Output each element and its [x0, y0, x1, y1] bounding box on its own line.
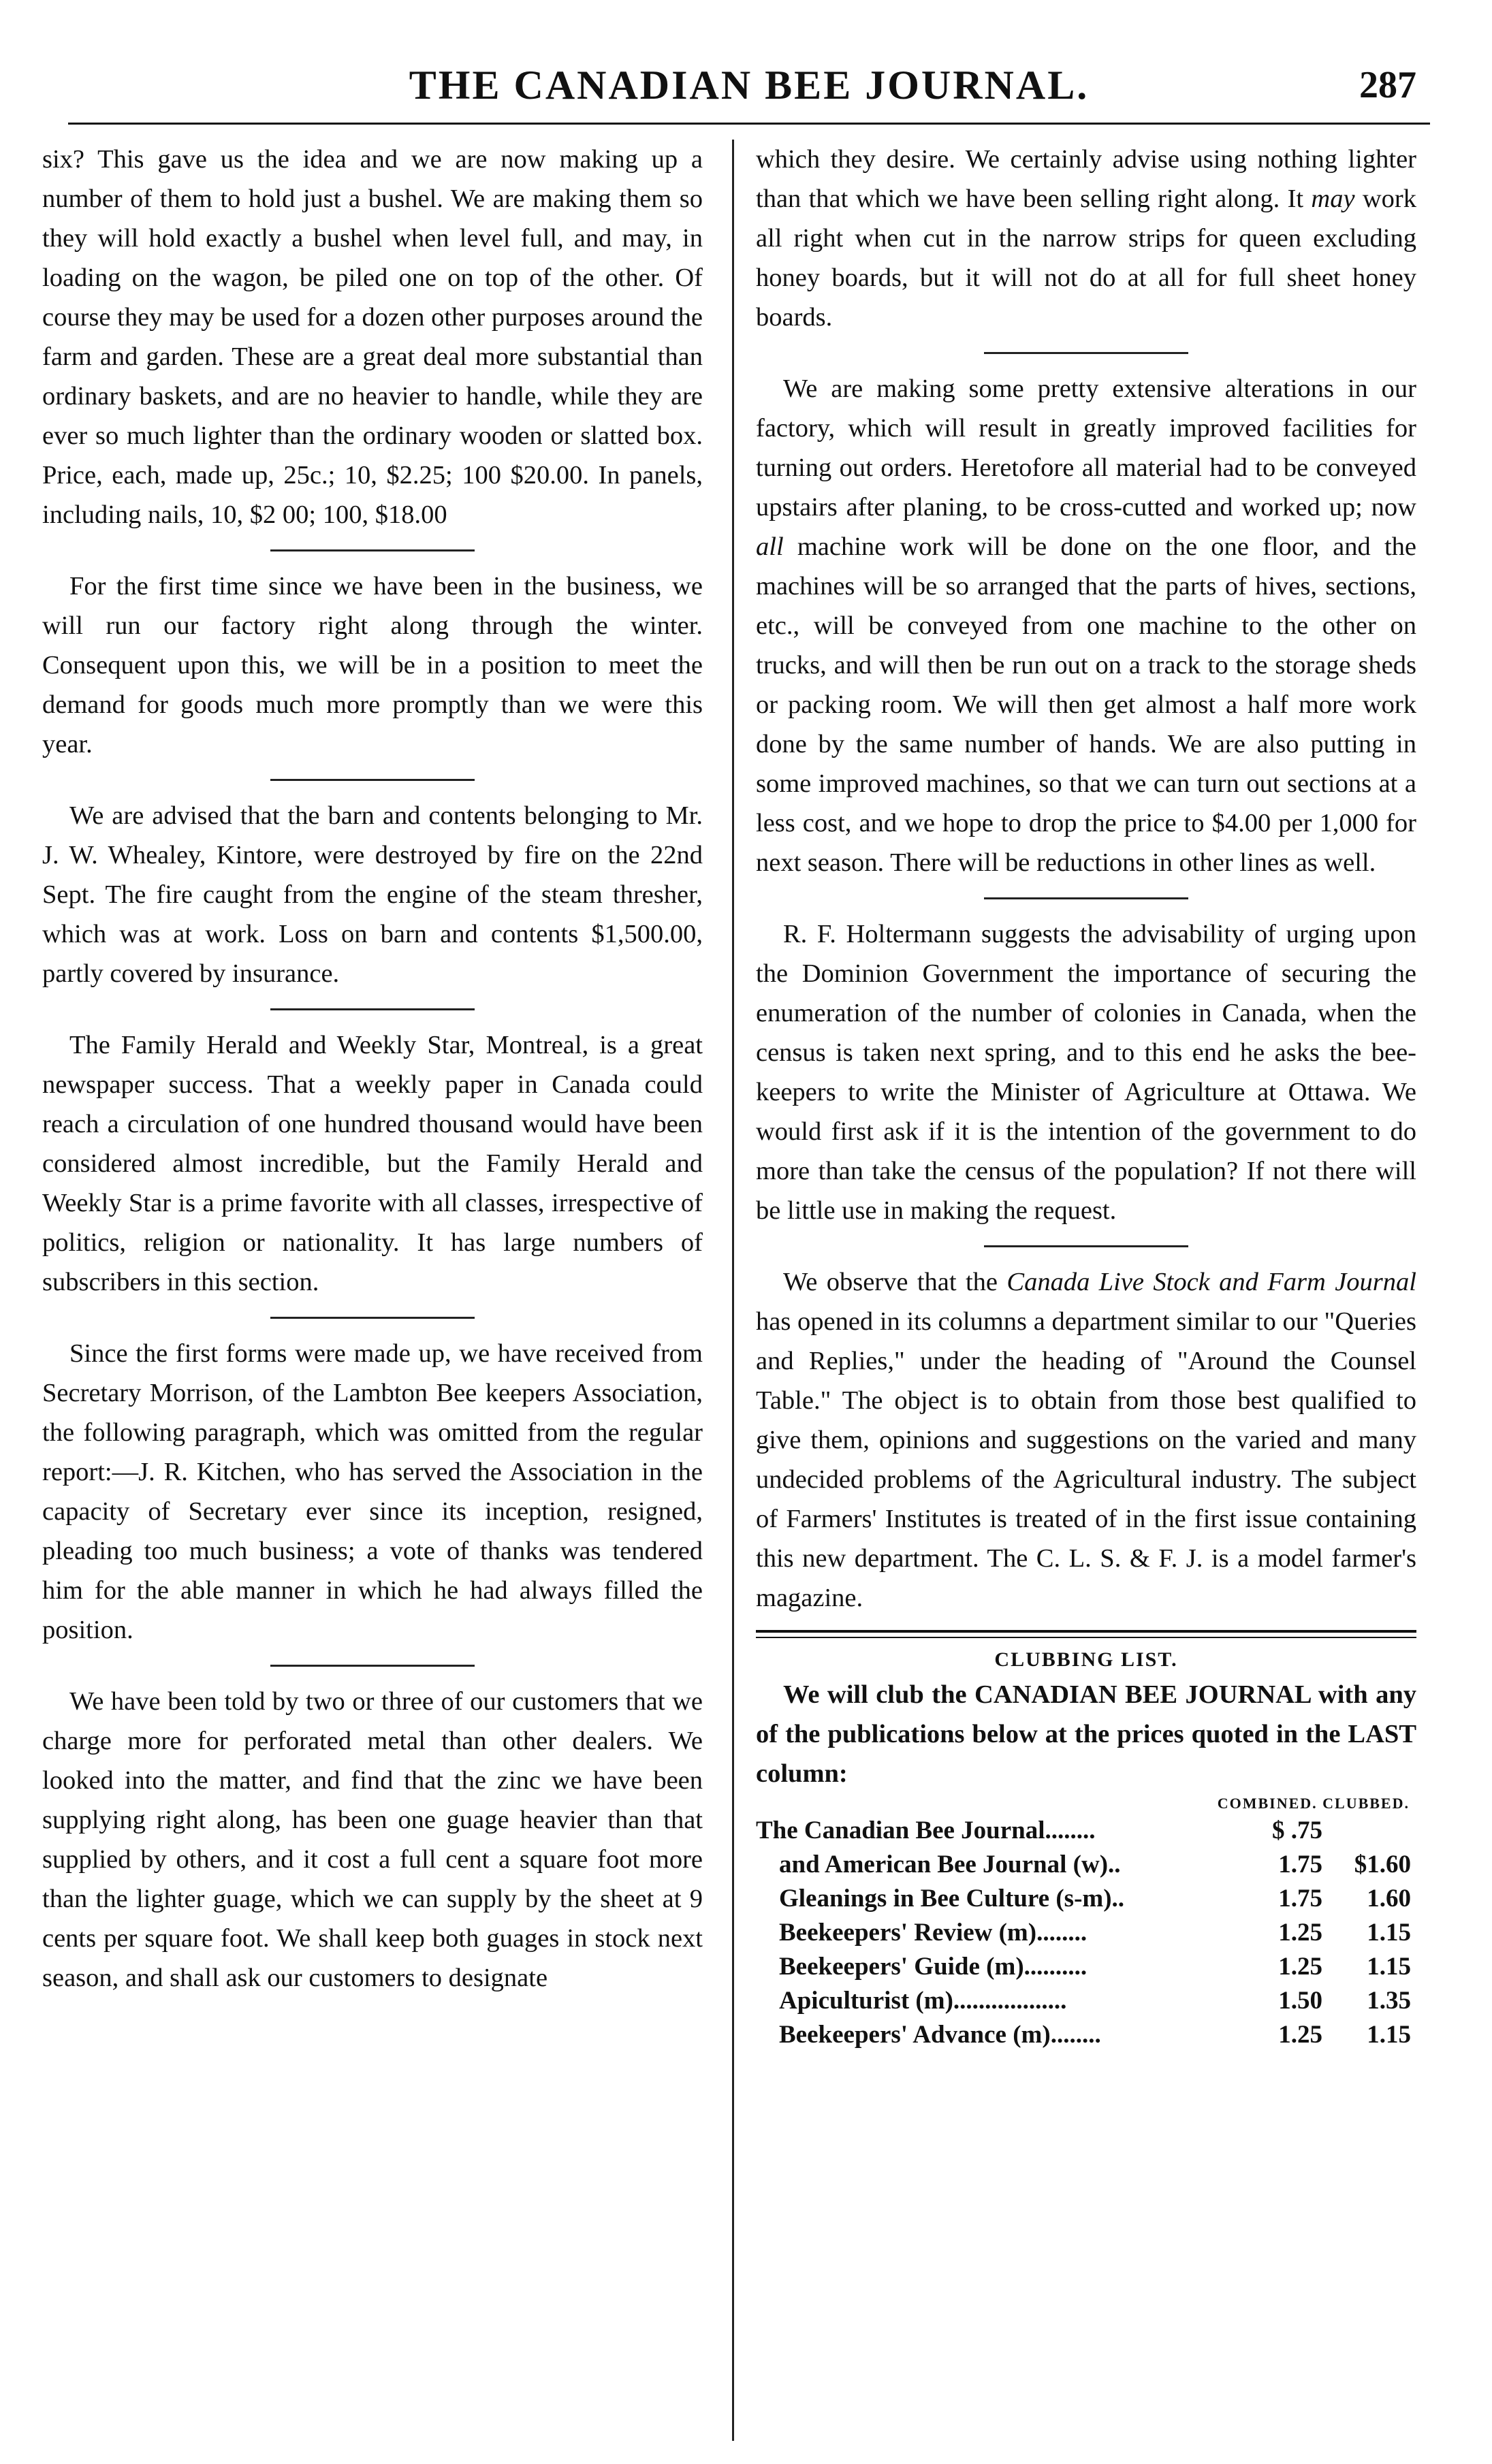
article-separator — [984, 897, 1188, 899]
clubbing-column-headers: COMBINED. CLUBBED. — [1217, 1795, 1410, 1812]
article-separator — [270, 1665, 475, 1667]
article-perforated-metal-paragraph: We have been told by two or three of our customers that we charge more for perforated metal than other dealers. We looked into the matter, and find that the zinc we have been supplying right along, has been one guage heavier than that supplied by others, and it cost a full cent a square foot more than the lighter guage, which we can supply by the sheet at 9 cents per square foot. We shall keep both guages in stock next season, and shall ask our customers to designate — [42, 1687, 703, 1992]
article-live-stock-journal-paragraph — [756, 1262, 1416, 1618]
journal-name-italic: Canada Live Stock and Farm Journal — [1006, 1268, 1416, 1296]
text-run: work all right when cut in the narrow strips for queen excluding honey boards, but it will not do at all for full sheet honey boards. — [756, 185, 1416, 332]
clubbed-price — [1322, 1814, 1416, 1848]
article-separator — [270, 1008, 475, 1010]
publication-name: Beekeepers' Advance (m)........ — [779, 2021, 1101, 2049]
article-family-herald-paragraph: The Family Herald and Weekly Star, Montreal, is a great newspaper success. That a weekly paper in Canada could reach a circulation of one hundred thousand would have been considered almost incredible, but the Family Herald and Weekly Star is a prime favorite with all classes, irrespective of politics, religion or nationality. It has large numbers of subscribers in this section. — [42, 1031, 703, 1296]
page-number: 287 — [1359, 64, 1416, 106]
combined-price: 1.25 — [1278, 2021, 1322, 2049]
clubbing-top-rule — [756, 1630, 1416, 1633]
text-run: which they desire. We certainly advise using nothing lighter than that which we have been selling right along. It — [756, 145, 1416, 213]
combined-price: 1.25 — [1278, 1953, 1322, 1981]
article-separator — [270, 549, 475, 551]
publication-name: Beekeepers' Review (m)........ — [779, 1919, 1088, 1947]
journal-title: THE CANADIAN BEE JOURNAL. — [409, 63, 1090, 108]
article-separator — [270, 779, 475, 781]
column-divider — [732, 140, 734, 2441]
clubbed-price: 1.35 — [1367, 1987, 1411, 2015]
article-factory-winter-paragraph: For the first time since we have been in the business, we will run our factory right along through the winter. Consequent upon this, we will be in a position to meet the demand for goods much more promptly than we were this year. — [42, 572, 703, 758]
emphasis-text: may — [1311, 185, 1355, 213]
article-barn-fire-paragraph: We are advised that the barn and contents belonging to Mr. J. W. Whealey, Kintore, were destroyed by fire on the 22nd Sept. The fire caught from the engine of the steam thresher, which was at work. Loss on barn and contents $1,500.00, partly covered by insurance. — [42, 801, 703, 988]
page-header — [68, 48, 1430, 125]
clubbing-top-rule-thin — [756, 1637, 1416, 1638]
text-run: machine work will be done on the one floor, and the machines will be so arranged that the parts of hives, sections, etc., will be conveyed from one machine to the other on trucks, and will then be run out on a track to the storage sheds or packing room. We will then get almost a half more work done by the same number of hands. We are also putting in some improved machines, so that we can turn out sections at a less cost, and we hope to drop the price to $4.00 per 1,000 for next season. There will be reductions in other lines as well. — [756, 532, 1416, 877]
publication-name: Gleanings in Bee Culture (s-m).. — [779, 1885, 1125, 1913]
article-census-paragraph: R. F. Holtermann suggests the advisability of urging upon the Dominion Government the importance of securing the enumeration of the number of colonies in Canada, when the census is taken next spring, and to this end he asks the bee-keepers to write the Minister of Agriculture at Ottawa. We would first ask if it is the intention of the government to do more than take the census of the population? If not there will be little use in making the request. — [756, 920, 1416, 1225]
article-separator — [984, 352, 1188, 354]
article-separator — [270, 1317, 475, 1319]
left-column — [42, 140, 703, 2441]
publication-name: and American Bee Journal (w).. — [779, 1851, 1121, 1878]
clubbed-price: 1.15 — [1367, 1919, 1411, 1947]
clubbing-row — [756, 1984, 1416, 2018]
combined-price: 1.75 — [1278, 1851, 1322, 1878]
combined-price: 1.50 — [1278, 1987, 1322, 2015]
clubbing-table — [756, 1814, 1416, 2052]
clubbing-row — [756, 1916, 1416, 1950]
text-run: has opened in its columns a department similar to our "Queries and Replies," under the heading of "Around the Counsel Table." The object is to obtain from those best qualified to give them, opinions and suggestions on the varied and many undecided problems of the Agricultural industry. The subject of Farmers' Institutes is treated of in the first issue containing this new department. The C. L. S. & F. J. is a model farmer's magazine. — [756, 1307, 1416, 1612]
clubbing-row — [756, 2018, 1416, 2052]
emphasis-text: all — [756, 532, 784, 561]
combined-price: 1.75 — [1278, 1885, 1322, 1913]
article-separator — [984, 1245, 1188, 1247]
article-perforated-metal-continued — [756, 140, 1416, 337]
article-baskets-paragraph: six? This gave us the idea and we are now making up a number of them to hold just a bushel. We are making them so they will hold exactly a bushel when level full, and may, in loading on the wagon, be piled one on top of the other. Of course they may be used for a dozen other purposes around the farm and garden. These are a great deal more substantial than ordinary baskets, and are no heavier to handle, while they are ever so much lighter than the ordinary wooden or slatted box. Price, each, made up, 25c.; 10, $2.25; 100 $20.00. In panels, including nails, 10, $2 00; 100, $18.00 — [42, 145, 703, 529]
combined-price: 1.25 — [1278, 1919, 1322, 1947]
clubbed-price: 1.15 — [1367, 1953, 1411, 1981]
clubbing-row — [756, 1950, 1416, 1984]
article-factory-alterations-paragraph — [756, 369, 1416, 882]
clubbing-row — [756, 1848, 1416, 1882]
clubbing-list — [756, 1645, 1416, 2052]
clubbing-list-title: CLUBBING LIST. — [994, 1648, 1178, 1671]
publication-name: The Canadian Bee Journal........ — [756, 1817, 1096, 1844]
clubbing-row — [756, 1814, 1416, 1848]
text-run: We are making some pretty extensive alterations in our factory, which will result in greatly improved facilities for turning out orders. Heretofore all material had to be conveyed upstairs after planing, to be cross-cutted and worked up; now — [756, 374, 1416, 522]
clubbed-price: 1.15 — [1367, 2021, 1411, 2049]
publication-name: Beekeepers' Guide (m).......... — [779, 1953, 1088, 1981]
clubbed-price: $1.60 — [1354, 1851, 1411, 1878]
combined-price: $ .75 — [1272, 1817, 1322, 1844]
article-lambton-association-paragraph: Since the first forms were made up, we have received from Secretary Morrison, of the Lambton Bee keepers Association, the following paragraph, which was omitted from the regular report:—J. R. Kitchen, who has served the Association in the capacity of Secretary ever since its inception, resigned, pleading too much business; a vote of thanks was tendered him for the able manner in which he had always filled the position. — [42, 1339, 703, 1644]
clubbing-row — [756, 1882, 1416, 1916]
publication-name: Apiculturist (m).................. — [779, 1987, 1067, 2015]
clubbed-price: 1.60 — [1367, 1885, 1411, 1913]
clubbing-list-intro: We will club the CANADIAN BEE JOURNAL with any of the publications below at the prices quoted in the LAST column: — [756, 1680, 1416, 1788]
right-column — [756, 140, 1416, 2441]
text-run: We observe that the — [783, 1268, 1007, 1296]
